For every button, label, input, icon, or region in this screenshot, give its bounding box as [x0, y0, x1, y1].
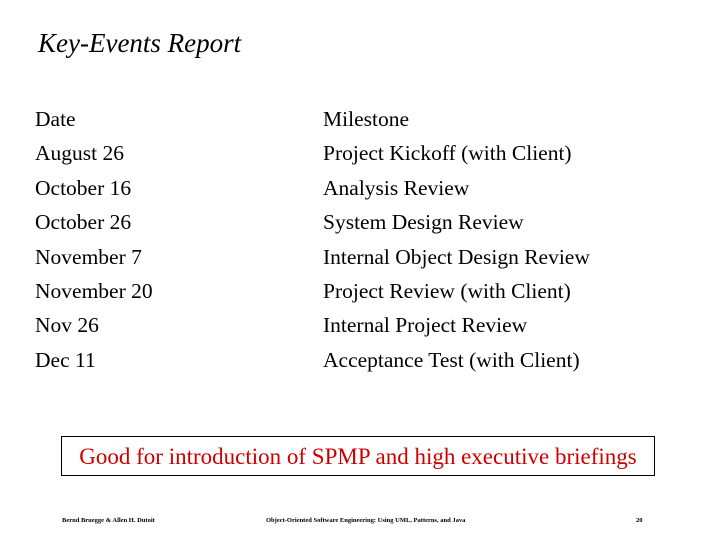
- date-cell: Nov 26: [35, 313, 99, 338]
- footer-book-title: Object-Oriented Software Engineering: Using UML, Patterns, and Java: [266, 517, 466, 524]
- date-cell: November 20: [35, 279, 153, 304]
- date-cell: August 26: [35, 141, 124, 166]
- slide-title: Key-Events Report: [38, 28, 242, 58]
- footer-authors: Bernd Bruegge & Allen H. Dutoit: [62, 517, 155, 524]
- milestone-cell: System Design Review: [323, 210, 524, 235]
- callout-box: Good for introduction of SPMP and high executive briefings: [61, 436, 655, 476]
- milestone-cell: Project Review (with Client): [323, 279, 571, 304]
- date-column: [35, 102, 153, 377]
- page-number: 20: [636, 517, 643, 524]
- milestone-cell: Acceptance Test (with Client): [323, 347, 580, 372]
- milestone-cell: Analysis Review: [323, 175, 470, 200]
- milestone-cell: Internal Object Design Review: [323, 244, 590, 269]
- date-cell: Dec 11: [35, 347, 96, 372]
- date-header: Date: [35, 107, 76, 131]
- date-cell: November 7: [35, 244, 142, 269]
- date-cell: October 26: [35, 210, 132, 235]
- milestone-column: [323, 102, 590, 377]
- milestone-cell: Internal Project Review: [323, 313, 528, 338]
- date-cell: October 16: [35, 175, 132, 200]
- milestone-cell: Project Kickoff (with Client): [323, 141, 572, 166]
- milestone-header: Milestone: [323, 107, 409, 131]
